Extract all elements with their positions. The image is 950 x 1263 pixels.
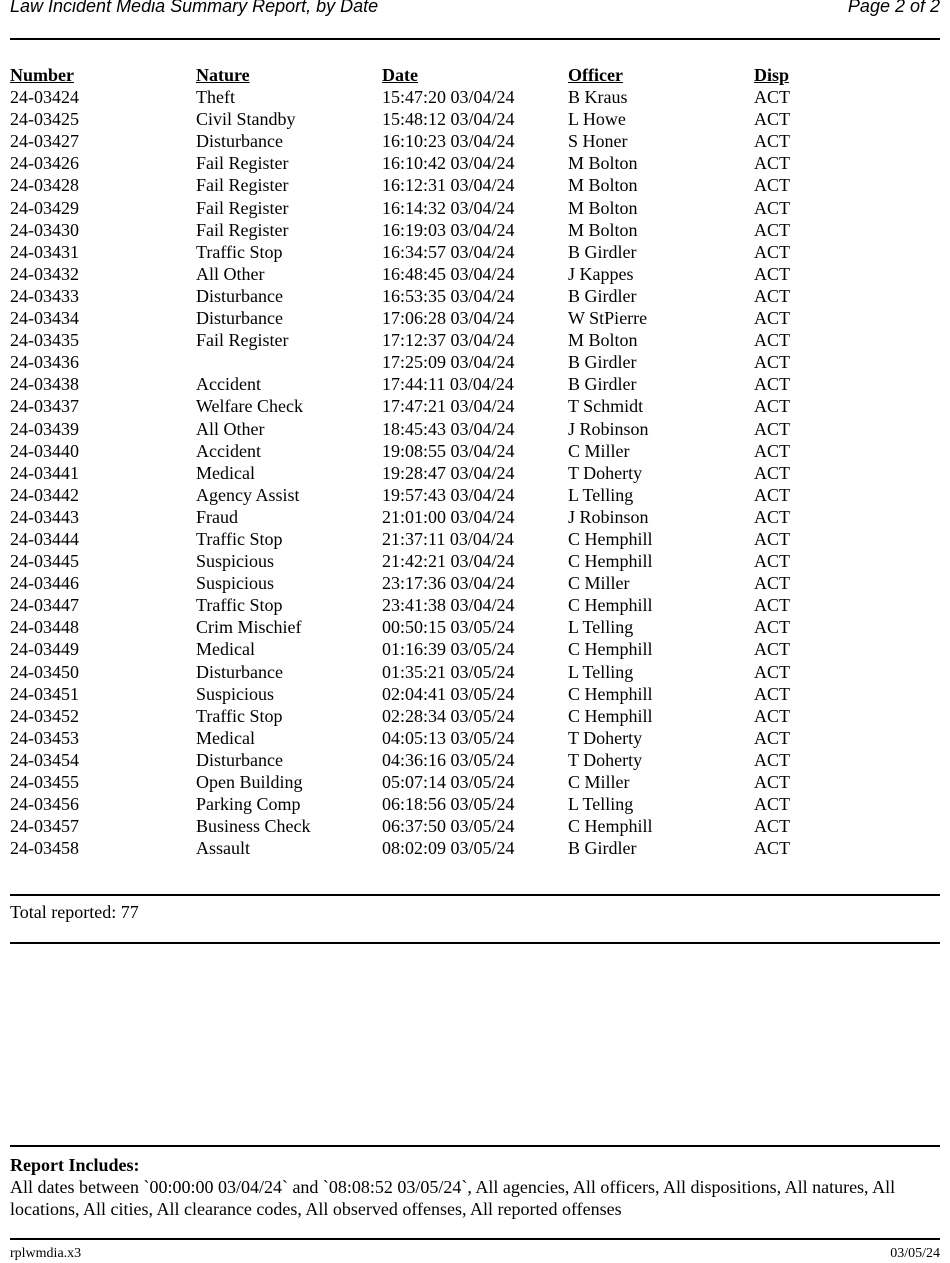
cell-date: 19:57:43 03/04/24 <box>382 484 515 505</box>
cell-date: 04:36:16 03/05/24 <box>382 749 515 770</box>
cell-officer: M Bolton <box>568 153 638 174</box>
cell-officer: B Girdler <box>568 241 637 262</box>
table-row <box>10 837 940 859</box>
cell-number: 24-03430 <box>10 219 79 240</box>
cell-officer: L Howe <box>568 109 626 130</box>
cell-officer: S Honer <box>568 131 628 152</box>
table-row <box>10 440 940 462</box>
cell-officer: T Doherty <box>568 749 643 770</box>
cell-nature: Disturbance <box>196 749 283 770</box>
cell-nature: Welfare Check <box>196 396 303 417</box>
table-row <box>10 638 940 660</box>
cell-number: 24-03432 <box>10 263 79 284</box>
cell-number: 24-03438 <box>10 374 79 395</box>
cell-date: 04:05:13 03/05/24 <box>382 727 515 748</box>
cell-nature: Traffic Stop <box>196 595 283 616</box>
cell-nature: Suspicious <box>196 683 275 704</box>
cell-number: 24-03431 <box>10 241 79 262</box>
report-includes <box>10 1154 935 1220</box>
cell-officer: L Telling <box>568 661 634 682</box>
cell-number: 24-03426 <box>10 153 79 174</box>
cell-nature: Theft <box>196 87 235 108</box>
cell-disp: ACT <box>754 816 790 837</box>
column-header-officer: Officer <box>568 65 623 85</box>
cell-officer: B Girdler <box>568 352 637 373</box>
cell-number: 24-03439 <box>10 418 79 439</box>
cell-date: 01:16:39 03/05/24 <box>382 639 515 660</box>
cell-date: 23:41:38 03/04/24 <box>382 595 515 616</box>
table-row <box>10 285 940 307</box>
cell-officer: L Telling <box>568 617 634 638</box>
cell-disp: ACT <box>754 131 790 152</box>
table-row <box>10 683 940 705</box>
table-row <box>10 594 940 616</box>
cell-disp: ACT <box>754 153 790 174</box>
cell-date: 16:53:35 03/04/24 <box>382 285 515 306</box>
total-reported: Total reported: 77 <box>10 902 139 922</box>
cell-nature: Medical <box>196 462 255 483</box>
cell-nature: Medical <box>196 639 255 660</box>
page-number: Page 2 of 2 <box>847 0 940 16</box>
report-includes-text: All dates between `00:00:00 03/04/24` and `08:08:52 03/05/24`, All agencies, All officers, All dispositions, All natures, All locations, All cities, All clearance codes, All observed offenses, All reported offenses <box>10 1177 896 1219</box>
cell-number: 24-03454 <box>10 749 79 770</box>
cell-disp: ACT <box>754 617 790 638</box>
cell-date: 00:50:15 03/05/24 <box>382 617 515 638</box>
table-bottom-divider <box>10 894 940 896</box>
cell-officer: J Robinson <box>568 418 649 439</box>
cell-disp: ACT <box>754 639 790 660</box>
cell-date: 16:10:23 03/04/24 <box>382 131 515 152</box>
cell-date: 21:42:21 03/04/24 <box>382 551 515 572</box>
cell-number: 24-03452 <box>10 705 79 726</box>
cell-date: 16:34:57 03/04/24 <box>382 241 515 262</box>
cell-number: 24-03440 <box>10 440 79 461</box>
cell-nature: All Other <box>196 418 265 439</box>
total-divider <box>10 942 940 944</box>
cell-number: 24-03433 <box>10 285 79 306</box>
table-row <box>10 263 940 285</box>
cell-disp: ACT <box>754 440 790 461</box>
cell-disp: ACT <box>754 749 790 770</box>
cell-disp: ACT <box>754 241 790 262</box>
report-header <box>10 0 940 20</box>
cell-disp: ACT <box>754 595 790 616</box>
cell-nature: Fail Register <box>196 197 289 218</box>
cell-disp: ACT <box>754 418 790 439</box>
table-row <box>10 793 940 815</box>
cell-date: 02:28:34 03/05/24 <box>382 705 515 726</box>
cell-number: 24-03425 <box>10 109 79 130</box>
table-row <box>10 462 940 484</box>
table-row <box>10 661 940 683</box>
cell-number: 24-03450 <box>10 661 79 682</box>
cell-number: 24-03448 <box>10 617 79 638</box>
cell-number: 24-03458 <box>10 838 79 859</box>
cell-disp: ACT <box>754 551 790 572</box>
cell-date: 19:28:47 03/04/24 <box>382 462 515 483</box>
table-row <box>10 484 940 506</box>
cell-number: 24-03436 <box>10 352 79 373</box>
cell-disp: ACT <box>754 330 790 351</box>
table-row <box>10 86 940 108</box>
cell-nature: Assault <box>196 838 250 859</box>
table-row <box>10 130 940 152</box>
table-row <box>10 174 940 196</box>
cell-officer: C Miller <box>568 440 630 461</box>
cell-number: 24-03456 <box>10 794 79 815</box>
cell-nature: Fraud <box>196 506 238 527</box>
cell-number: 24-03427 <box>10 131 79 152</box>
column-header-disp: Disp <box>754 65 790 85</box>
report-title: Law Incident Media Summary Report, by Date <box>10 0 379 16</box>
cell-number: 24-03444 <box>10 528 79 549</box>
cell-disp: ACT <box>754 484 790 505</box>
cell-disp: ACT <box>754 308 790 329</box>
cell-date: 21:01:00 03/04/24 <box>382 506 515 527</box>
cell-date: 16:12:31 03/04/24 <box>382 175 515 196</box>
cell-nature: Accident <box>196 374 261 395</box>
cell-nature: Accident <box>196 440 261 461</box>
table-row <box>10 197 940 219</box>
cell-disp: ACT <box>754 727 790 748</box>
table-row <box>10 815 940 837</box>
table-row <box>10 528 940 550</box>
cell-date: 15:48:12 03/04/24 <box>382 109 515 130</box>
cell-officer: T Schmidt <box>568 396 644 417</box>
cell-number: 24-03457 <box>10 816 79 837</box>
cell-date: 16:48:45 03/04/24 <box>382 263 515 284</box>
table-row <box>10 219 940 241</box>
cell-officer: C Hemphill <box>568 816 653 837</box>
cell-number: 24-03429 <box>10 197 79 218</box>
table-row <box>10 108 940 130</box>
cell-nature: Suspicious <box>196 573 275 594</box>
cell-number: 24-03453 <box>10 727 79 748</box>
cell-nature: Fail Register <box>196 219 289 240</box>
cell-nature: Crim Mischief <box>196 617 302 638</box>
table-row <box>10 241 940 263</box>
column-header-nature: Nature <box>196 65 250 85</box>
cell-date: 23:17:36 03/04/24 <box>382 573 515 594</box>
cell-number: 24-03435 <box>10 330 79 351</box>
footer-date: 03/05/24 <box>890 1246 940 1261</box>
cell-disp: ACT <box>754 573 790 594</box>
cell-nature: Traffic Stop <box>196 705 283 726</box>
cell-nature: Traffic Stop <box>196 528 283 549</box>
cell-officer: M Bolton <box>568 197 638 218</box>
cell-officer: L Telling <box>568 484 634 505</box>
table-row <box>10 307 940 329</box>
cell-date: 17:06:28 03/04/24 <box>382 308 515 329</box>
cell-disp: ACT <box>754 197 790 218</box>
column-header-number: Number <box>10 65 74 85</box>
cell-officer: C Hemphill <box>568 528 653 549</box>
cell-date: 16:19:03 03/04/24 <box>382 219 515 240</box>
cell-date: 17:44:11 03/04/24 <box>382 374 514 395</box>
cell-disp: ACT <box>754 87 790 108</box>
cell-date: 05:07:14 03/05/24 <box>382 772 515 792</box>
report-includes-label: Report Includes: <box>10 1155 140 1175</box>
cell-disp: ACT <box>754 506 790 527</box>
cell-date: 16:10:42 03/04/24 <box>382 153 515 174</box>
cell-disp: ACT <box>754 175 790 196</box>
cell-officer: M Bolton <box>568 330 638 351</box>
table-row <box>10 329 940 351</box>
cell-officer: L Telling <box>568 794 634 815</box>
cell-officer: J Robinson <box>568 506 649 527</box>
cell-officer: C Miller <box>568 573 630 594</box>
cell-disp: ACT <box>754 528 790 549</box>
cell-number: 24-03424 <box>10 87 79 108</box>
cell-number: 24-03441 <box>10 462 79 483</box>
cell-disp: ACT <box>754 352 790 373</box>
cell-officer: C Hemphill <box>568 551 653 572</box>
cell-date: 17:47:21 03/04/24 <box>382 396 515 417</box>
cell-number: 24-03445 <box>10 551 79 572</box>
cell-number: 24-03443 <box>10 506 79 527</box>
cell-officer: M Bolton <box>568 219 638 240</box>
cell-officer: C Hemphill <box>568 595 653 616</box>
table-row <box>10 771 940 793</box>
cell-nature: Disturbance <box>196 131 283 152</box>
table-row <box>10 572 940 594</box>
cell-disp: ACT <box>754 263 790 284</box>
cell-officer: B Girdler <box>568 374 637 395</box>
table-row <box>10 351 940 373</box>
footer-report-id: rplwmdia.x3 <box>10 1246 82 1261</box>
cell-number: 24-03442 <box>10 484 79 505</box>
cell-nature: Parking Comp <box>196 794 301 815</box>
cell-officer: C Miller <box>568 772 630 792</box>
cell-officer: M Bolton <box>568 175 638 196</box>
table-row <box>10 749 940 771</box>
cell-officer: B Kraus <box>568 87 628 108</box>
table-header-row <box>10 64 940 86</box>
cell-officer: C Hemphill <box>568 639 653 660</box>
table-row <box>10 705 940 727</box>
footer-divider <box>10 1238 940 1240</box>
cell-disp: ACT <box>754 683 790 704</box>
cell-nature: Civil Standby <box>196 109 296 130</box>
cell-date: 08:02:09 03/05/24 <box>382 838 515 859</box>
cell-nature: All Other <box>196 263 265 284</box>
cell-officer: C Hemphill <box>568 705 653 726</box>
cell-number: 24-03449 <box>10 639 79 660</box>
header-divider <box>10 38 940 40</box>
cell-nature: Fail Register <box>196 175 289 196</box>
cell-officer: T Doherty <box>568 462 643 483</box>
cell-date: 06:18:56 03/05/24 <box>382 794 515 815</box>
cell-nature: Fail Register <box>196 153 289 174</box>
cell-nature: Suspicious <box>196 551 275 572</box>
cell-disp: ACT <box>754 396 790 417</box>
cell-date: 16:14:32 03/04/24 <box>382 197 515 218</box>
cell-disp: ACT <box>754 794 790 815</box>
cell-nature: Medical <box>196 727 255 748</box>
cell-number: 24-03451 <box>10 683 79 704</box>
cell-date: 17:12:37 03/04/24 <box>382 330 515 351</box>
cell-officer: B Girdler <box>568 285 637 306</box>
cell-officer: W StPierre <box>568 308 648 329</box>
cell-nature: Disturbance <box>196 661 283 682</box>
cell-disp: ACT <box>754 838 790 859</box>
table-row <box>10 727 940 749</box>
cell-date: 21:37:11 03/04/24 <box>382 528 514 549</box>
cell-date: 01:35:21 03/05/24 <box>382 661 515 682</box>
cell-disp: ACT <box>754 661 790 682</box>
column-header-date: Date <box>382 65 418 85</box>
cell-nature: Fail Register <box>196 330 289 351</box>
includes-top-divider <box>10 1145 940 1147</box>
incident-table <box>10 64 940 859</box>
cell-date: 15:47:20 03/04/24 <box>382 87 515 108</box>
cell-disp: ACT <box>754 705 790 726</box>
cell-number: 24-03447 <box>10 595 79 616</box>
cell-disp: ACT <box>754 772 790 792</box>
table-row <box>10 373 940 395</box>
cell-date: 18:45:43 03/04/24 <box>382 418 515 439</box>
cell-disp: ACT <box>754 374 790 395</box>
cell-date: 06:37:50 03/05/24 <box>382 816 515 837</box>
table-row <box>10 152 940 174</box>
table-row <box>10 395 940 417</box>
cell-number: 24-03446 <box>10 573 79 594</box>
cell-nature: Agency Assist <box>196 484 300 505</box>
cell-disp: ACT <box>754 285 790 306</box>
cell-officer: B Girdler <box>568 838 637 859</box>
cell-nature: Open Building <box>196 772 303 792</box>
cell-disp: ACT <box>754 219 790 240</box>
cell-date: 02:04:41 03/05/24 <box>382 683 515 704</box>
cell-number: 24-03434 <box>10 308 79 329</box>
cell-nature: Disturbance <box>196 285 283 306</box>
table-row <box>10 418 940 440</box>
table-row <box>10 616 940 638</box>
cell-number: 24-03437 <box>10 396 79 417</box>
cell-nature: Business Check <box>196 816 311 837</box>
table-row <box>10 506 940 528</box>
cell-disp: ACT <box>754 109 790 130</box>
cell-date: 19:08:55 03/04/24 <box>382 440 515 461</box>
cell-date: 17:25:09 03/04/24 <box>382 352 515 373</box>
cell-nature: Traffic Stop <box>196 241 283 262</box>
cell-officer: T Doherty <box>568 727 643 748</box>
cell-officer: C Hemphill <box>568 683 653 704</box>
cell-nature: Disturbance <box>196 308 283 329</box>
cell-officer: J Kappes <box>568 263 634 284</box>
cell-number: 24-03428 <box>10 175 79 196</box>
cell-disp: ACT <box>754 462 790 483</box>
cell-number: 24-03455 <box>10 772 79 792</box>
table-row <box>10 550 940 572</box>
